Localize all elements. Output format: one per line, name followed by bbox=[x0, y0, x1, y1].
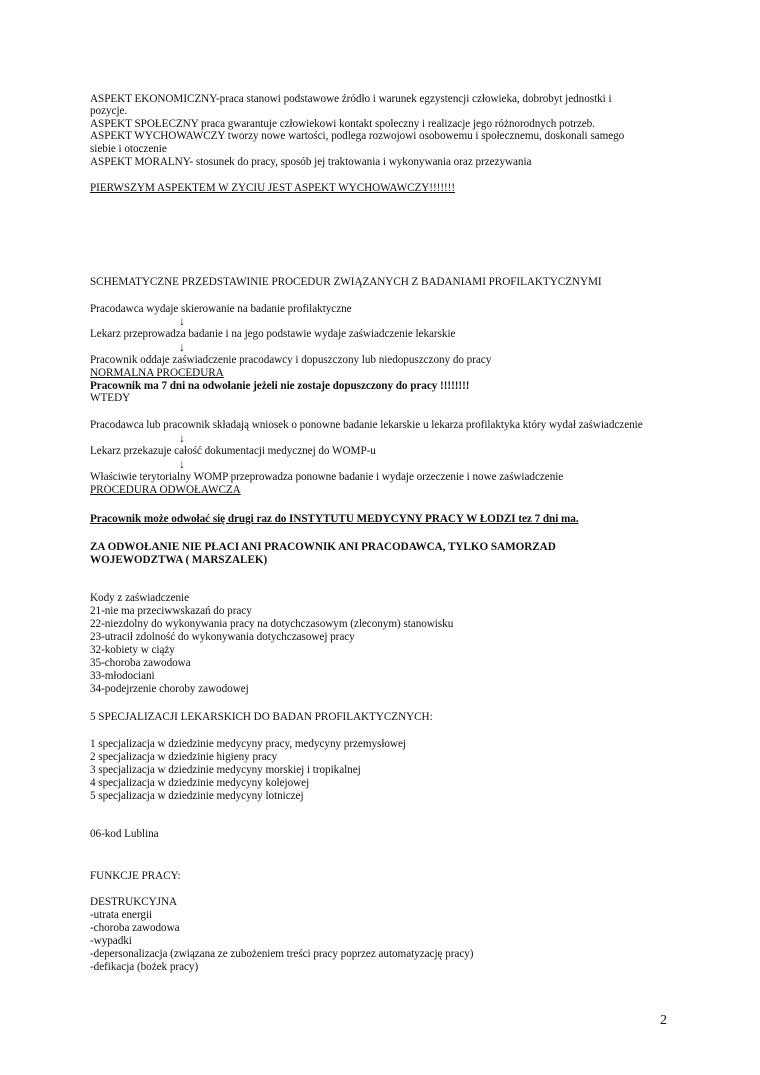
second-appeal-note: Pracownik może odwołać się drugi raz do INSTYTUTU MEDYCYNY PRACY W ŁODZI tez 7 dni ma. bbox=[90, 513, 579, 525]
function-item: -choroba zawodowa bbox=[90, 922, 180, 934]
down-arrow-icon: ↓ bbox=[179, 457, 185, 471]
code-item: 33-młodociani bbox=[90, 670, 155, 682]
function-item: -wypadki bbox=[90, 935, 132, 947]
aspect-line: ASPEKT MORALNY- stosunek do pracy, sposób jej traktowania i wykonywania oraz przezywania bbox=[90, 156, 532, 168]
down-arrow-icon: ↓ bbox=[179, 314, 185, 328]
functions-heading: FUNKCJE PRACY: bbox=[90, 870, 181, 882]
aspect-line: ASPEKT WYCHOWAWCZY tworzy nowe wartości, podlega rozwojowi osobowemu i społecznemu, doskonali samego bbox=[90, 130, 625, 142]
function-item: -defikacja (bożek pracy) bbox=[90, 961, 199, 973]
function-item: -utrata energii bbox=[90, 909, 153, 921]
procedure-step: Lekarz przeprowadza badanie i na jego podstawie wydaje zaświadczenie lekarskie bbox=[90, 328, 456, 340]
code-item: 34-podejrzenie choroby zawodowej bbox=[90, 683, 249, 695]
down-arrow-icon: ↓ bbox=[179, 340, 185, 354]
functions-subheading: DESTRUKCYJNA bbox=[90, 896, 178, 908]
specialization-item: 5 specjalizacja w dziedzinie medycyny lotniczej bbox=[90, 790, 304, 802]
page-number: 2 bbox=[660, 1013, 667, 1028]
aspect-line: pozycje. bbox=[90, 105, 128, 117]
code-item: 32-kobiety w ciąży bbox=[90, 644, 175, 656]
procedure-title: SCHEMATYCZNE PRZEDSTAWINIE PROCEDUR ZWIĄZANYCH Z BADANIAMI PROFILAKTYCZNYMI bbox=[90, 276, 602, 288]
first-aspect-note: PIERWSZYM ASPEKTEM W ZYCIU JEST ASPEKT WYCHOWAWCZY!!!!!!! bbox=[90, 182, 456, 194]
aspect-line: ASPEKT SPOŁECZNY praca gwarantuje człowiekowi kontakt społeczny i realizacje jego różnorodnych potrzeb. bbox=[90, 118, 595, 130]
procedure-step: Pracownik oddaje zaświadczenie pracodawcy i dopuszczony lub niedopuszczony do pracy bbox=[90, 354, 492, 366]
payer-note: ZA ODWOŁANIE NIE PŁACI ANI PRACOWNIK ANI PRACODAWCA, TYLKO SAMORZAD bbox=[90, 541, 556, 553]
code-item: 21-nie ma przeciwwskazań do pracy bbox=[90, 605, 252, 617]
procedure-step: Właściwie terytorialny WOMP przeprowadza ponowne badanie i wydaje orzeczenie i nowe zaświadczenie bbox=[90, 471, 564, 483]
procedure-step: Lekarz przekazuje całość dokumentacji medycznej do WOMP-u bbox=[90, 445, 376, 457]
procedure-step: Pracodawca wydaje skierowanie na badanie profilaktyczne bbox=[90, 303, 352, 315]
normal-procedure-label: NORMALNA PROCEDURA bbox=[90, 367, 224, 379]
appeal-procedure-label: PROCEDURA ODWOŁAWCZA bbox=[90, 484, 241, 496]
code-item: 22-niezdolny do wykonywania pracy na dotychczasowym (zleconym) stanowisku bbox=[90, 618, 454, 630]
lublin-code: 06-kod Lublina bbox=[90, 828, 159, 840]
payer-note: WOJEWODZTWA ( MARSZALEK) bbox=[90, 554, 268, 566]
code-item: 23-utracił zdolność do wykonywania dotychczasowej pracy bbox=[90, 631, 355, 643]
aspect-line: ASPEKT EKONOMICZNY-praca stanowi podstawowe źródło i warunek egzystencji człowieka, dobrobyt jednostki i bbox=[90, 93, 612, 105]
codes-heading: Kody z zaświadczenie bbox=[90, 592, 190, 604]
aspect-line: siebie i otoczenie bbox=[90, 143, 167, 155]
function-item: -depersonalizacja (związana ze zubożeniem treści pracy poprzez automatyzację pracy) bbox=[90, 948, 474, 960]
down-arrow-icon: ↓ bbox=[179, 431, 185, 445]
specialization-item: 1 specjalizacja w dziedzinie medycyny pracy, medycyny przemysłowej bbox=[90, 738, 406, 750]
procedure-step: Pracodawca lub pracownik składają wniosek o ponowne badanie lekarskie u lekarza profilaktyka który wydał zaświadczenie bbox=[90, 419, 643, 431]
specialization-item: 4 specjalizacja w dziedzinie medycyny kolejowej bbox=[90, 777, 310, 789]
appeal-notice: Pracownik ma 7 dni na odwołanie jeżeli nie zostaje dopuszczony do pracy !!!!!!!! bbox=[90, 380, 470, 392]
specialization-item: 3 specjalizacja w dziedzinie medycyny morskiej i tropikalnej bbox=[90, 764, 361, 776]
code-item: 35-choroba zawodowa bbox=[90, 657, 191, 669]
then-label: WTEDY bbox=[90, 392, 131, 404]
specializations-heading: 5 SPECJALIZACJI LEKARSKICH DO BADAN PROFILAKTYCZNYCH: bbox=[90, 711, 433, 723]
specialization-item: 2 specjalizacja w dziedzinie higieny pracy bbox=[90, 751, 278, 763]
